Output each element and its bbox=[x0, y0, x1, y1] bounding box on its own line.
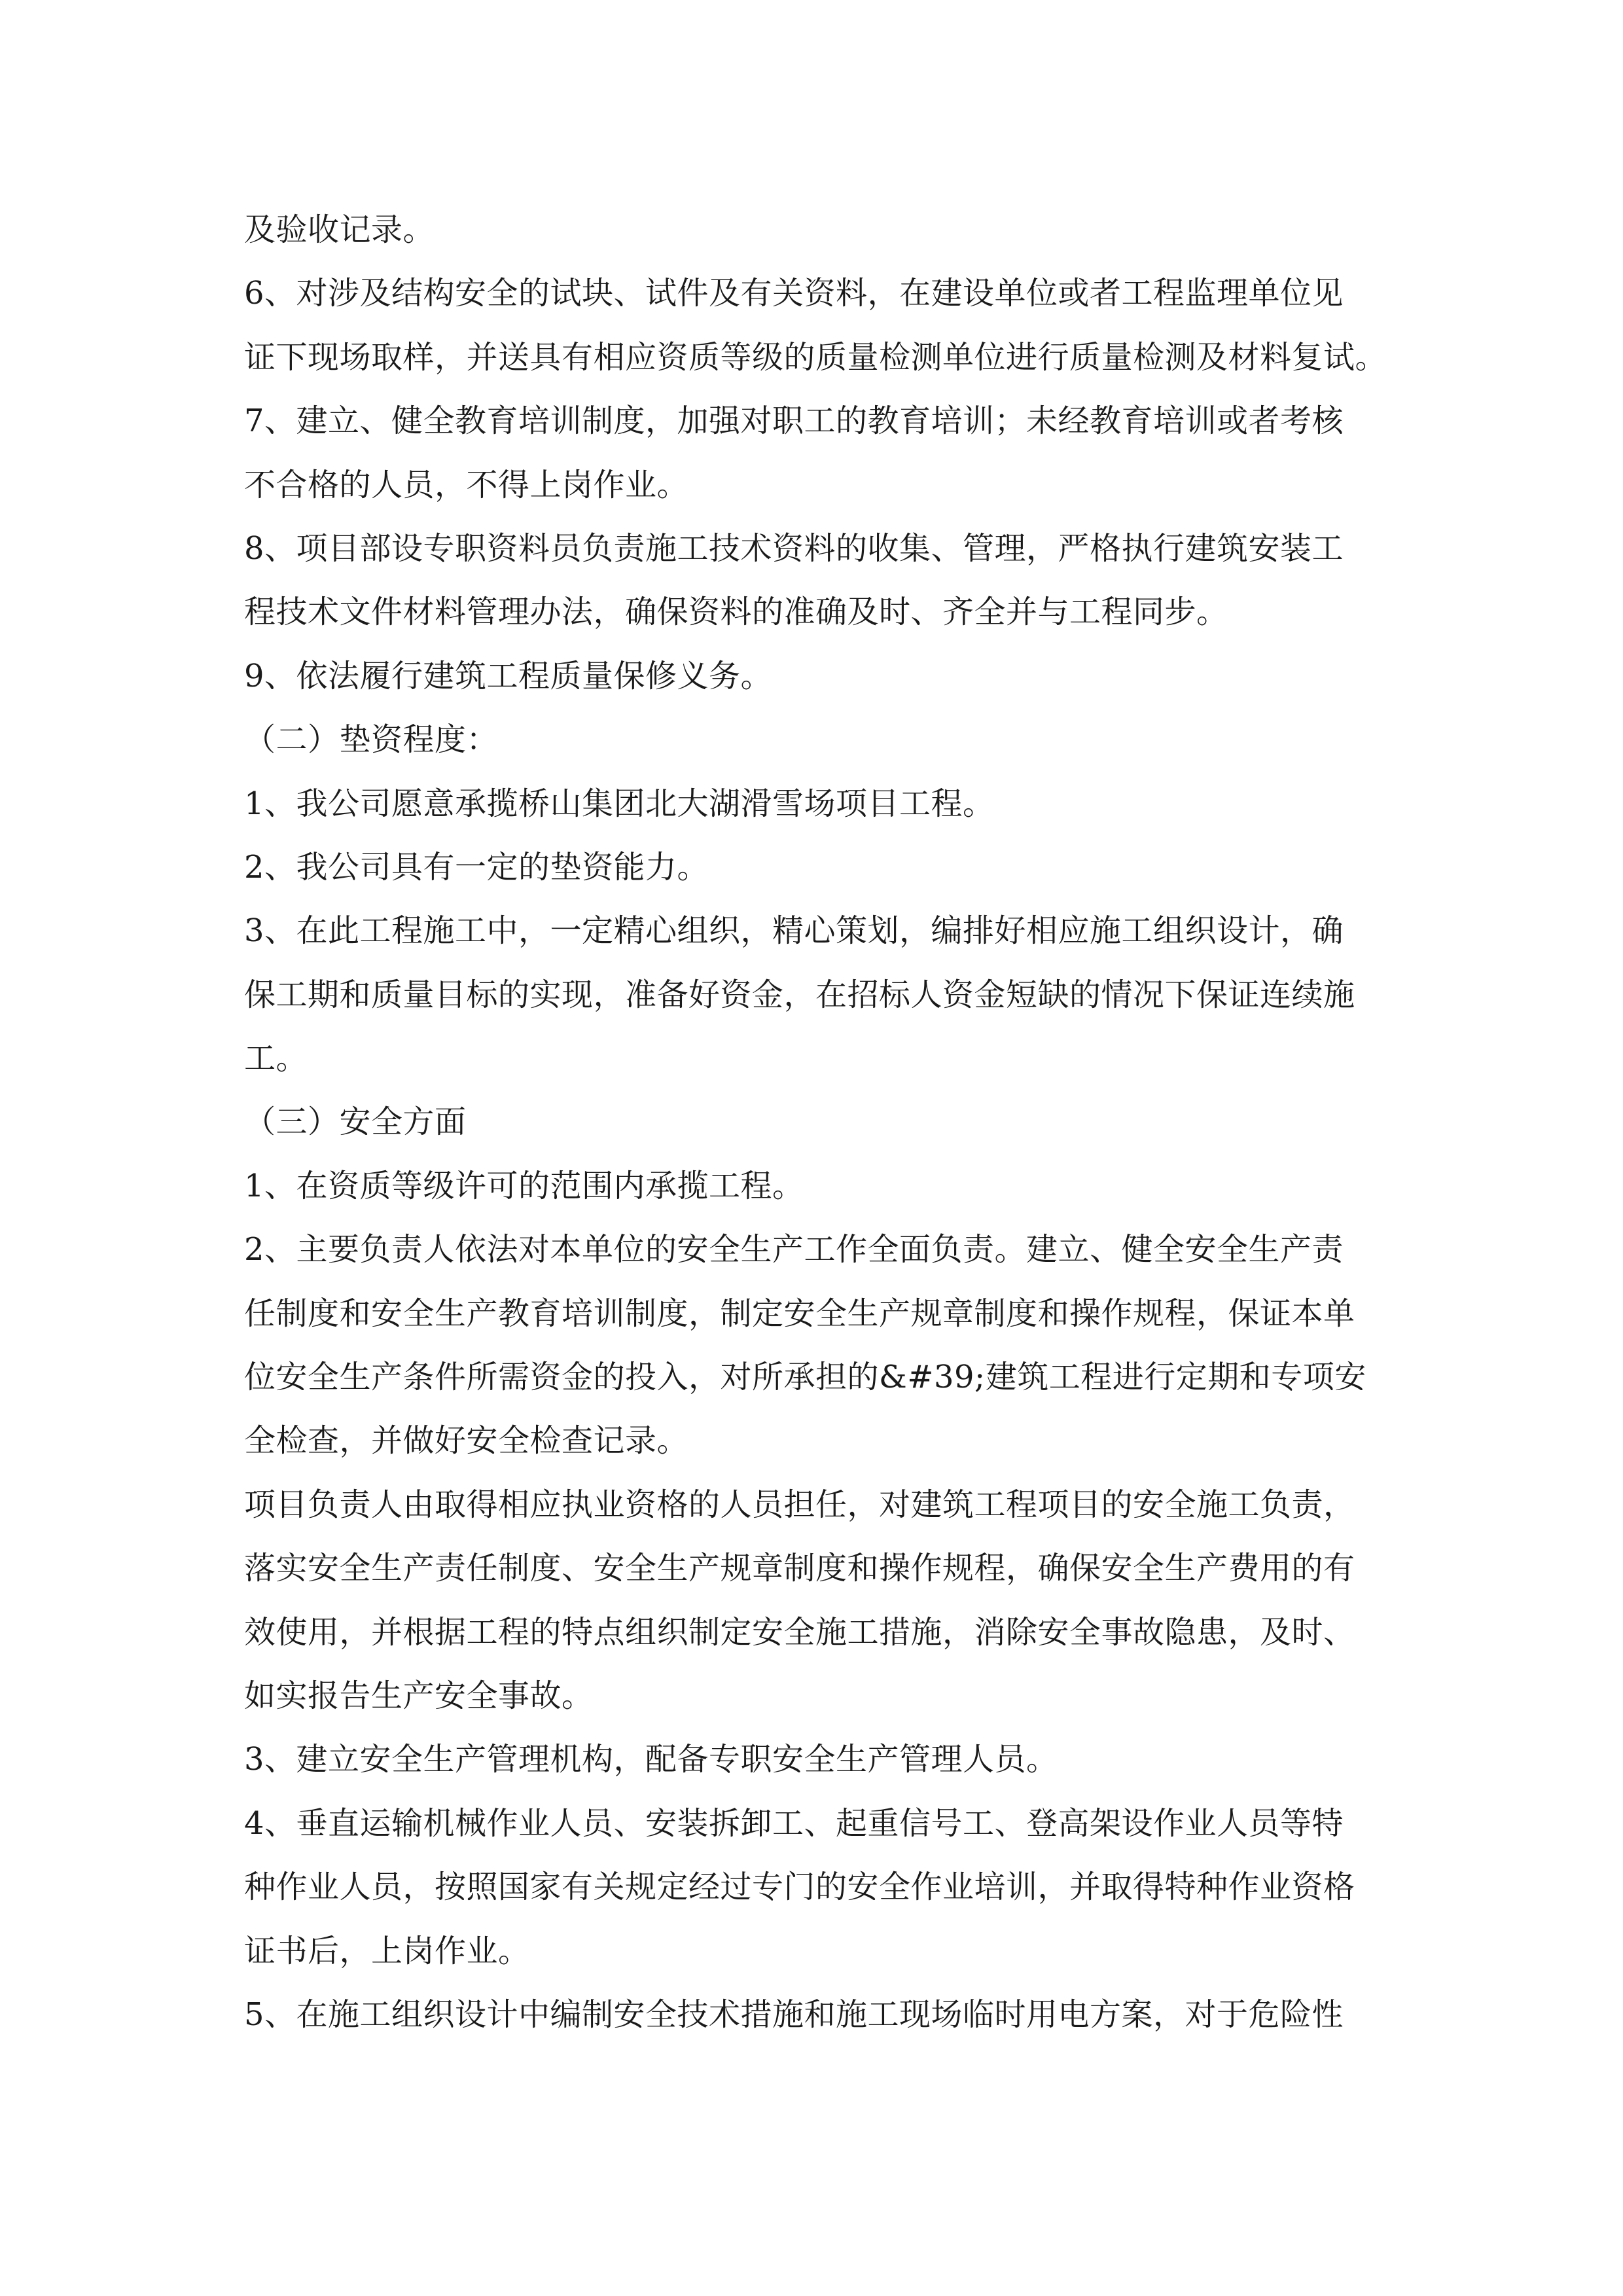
text-line: 工。 bbox=[244, 1040, 308, 1077]
text-line: 效使用，并根据工程的特点组织制定安全施工措施，消除安全事故隐患，及时、 bbox=[244, 1613, 1355, 1651]
text-line: 2、主要负责人依法对本单位的安全生产工作全面负责。建立、健全安全生产责 bbox=[244, 1231, 1344, 1268]
text-line: 保工期和质量目标的实现，准备好资金，在招标人资金短缺的情况下保证连续施 bbox=[244, 976, 1355, 1013]
text-line: 种作业人员，按照国家有关规定经过专门的安全作业培训，并取得特种作业资格 bbox=[244, 1869, 1355, 1906]
text-line: 1、在资质等级许可的范围内承揽工程。 bbox=[244, 1167, 804, 1204]
text-line: 3、在此工程施工中，一定精心组织，精心策划，编排好相应施工组织设计，确 bbox=[244, 912, 1344, 950]
text-line: 1、我公司愿意承揽桥山集团北大湖滑雪场项目工程。 bbox=[244, 785, 995, 822]
text-line: 3、建立安全生产管理机构，配备专职安全生产管理人员。 bbox=[244, 1741, 1058, 1778]
text-line: 8、项目部设专职资料员负责施工技术资料的收集、管理，严格执行建筑安装工 bbox=[244, 529, 1344, 567]
text-line: 及验收记录。 bbox=[244, 211, 435, 248]
text-line: 证书后，上岗作业。 bbox=[244, 1932, 530, 1969]
text-line: 7、建立、健全教育培训制度，加强对职工的教育培训；未经教育培训或者考核 bbox=[244, 403, 1344, 440]
text-line: 5、在施工组织设计中编制安全技术措施和施工现场临时用电方案，对于危险性 bbox=[244, 1996, 1344, 2033]
text-line: 4、垂直运输机械作业人员、安装拆卸工、起重信号工、登高架设作业人员等特 bbox=[244, 1804, 1344, 1842]
text-line: 如实报告生产安全事故。 bbox=[244, 1677, 594, 1714]
text-line: 全检查，并做好安全检查记录。 bbox=[244, 1422, 689, 1460]
text-line: 6、对涉及结构安全的试块、试件及有关资料，在建设单位或者工程监理单位见 bbox=[244, 275, 1344, 312]
text-line: 任制度和安全生产教育培训制度，制定安全生产规章制度和操作规程，保证本单 bbox=[244, 1295, 1355, 1332]
text-line: 落实安全生产责任制度、安全生产规章制度和操作规程，确保安全生产费用的有 bbox=[244, 1550, 1355, 1587]
text-line: 不合格的人员，不得上岗作业。 bbox=[244, 466, 689, 503]
section-heading: （三）安全方面 bbox=[244, 1103, 467, 1141]
text-line: 证下现场取样，并送具有相应资质等级的质量检测单位进行质量检测及材料复试。 bbox=[244, 338, 1387, 376]
text-line: 2、我公司具有一定的垫资能力。 bbox=[244, 848, 709, 886]
text-line: 项目负责人由取得相应执业资格的人员担任，对建筑工程项目的安全施工负责， bbox=[244, 1486, 1355, 1523]
text-line: 位安全生产条件所需资金的投入，对所承担的&#39;建筑工程进行定期和专项安 bbox=[244, 1359, 1366, 1396]
text-line: 9、依法履行建筑工程质量保修义务。 bbox=[244, 657, 773, 694]
document-body bbox=[244, 198, 1396, 2047]
section-heading: （二）垫资程度： bbox=[244, 721, 499, 759]
text-line: 程技术文件材料管理办法，确保资料的准确及时、齐全并与工程同步。 bbox=[244, 594, 1228, 631]
